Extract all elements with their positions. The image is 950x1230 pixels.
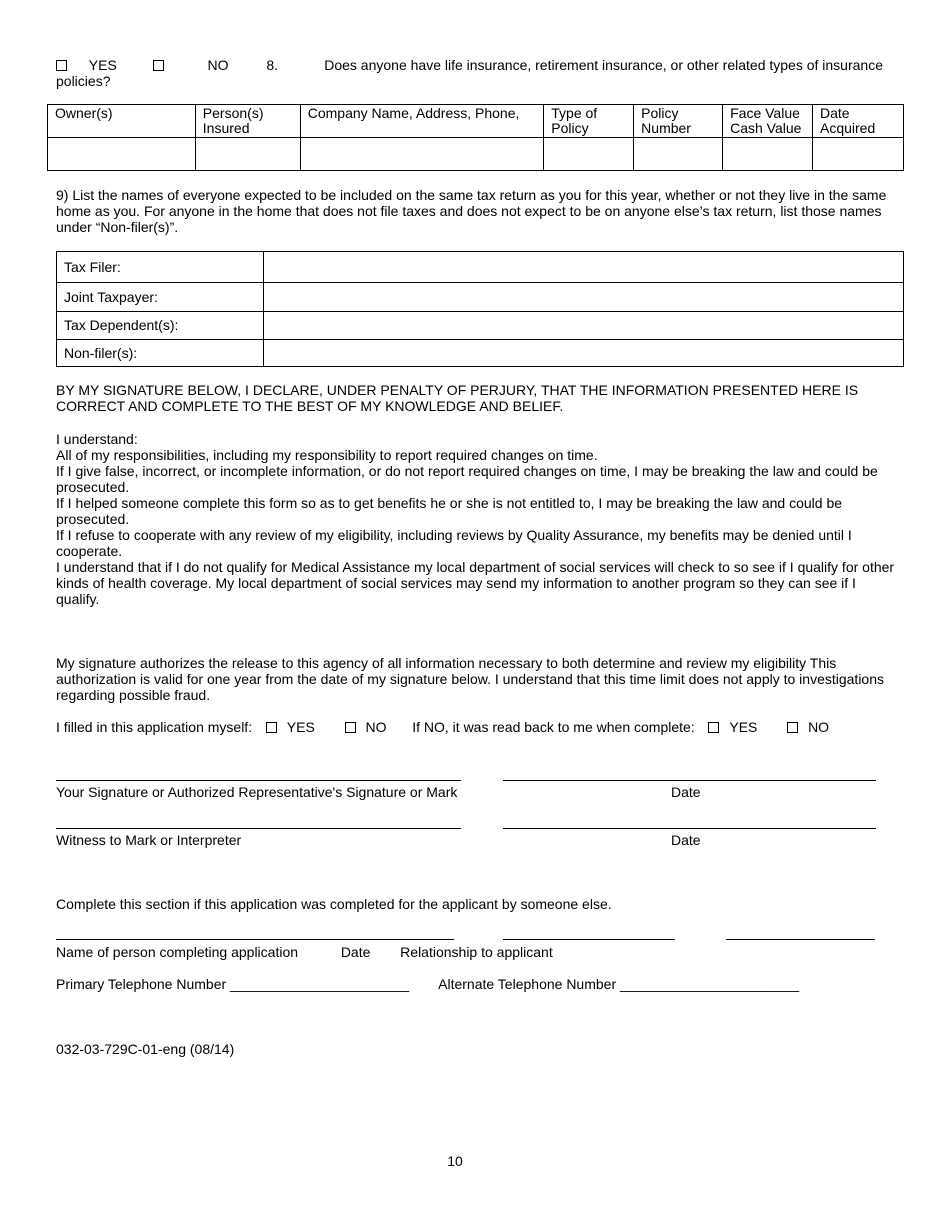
tax-filer-label: Tax Filer:: [57, 252, 264, 283]
authorization-line: authorization is valid for one year from the date of my signature below. I understand that this time limit does not apply to investigations: [56, 671, 885, 687]
q9-line: home as you. For anyone in the home that does not file taxes and does not expect to be on anyone else’s tax return, list those names: [56, 203, 882, 219]
declaration: [56, 382, 858, 414]
tax-table: [56, 251, 904, 367]
q8-yes-label: YES: [88, 57, 117, 73]
readback-label: If NO, it was read back to me when complete:: [412, 719, 695, 735]
filled-no-checkbox[interactable]: [345, 722, 356, 733]
witness-date-label: Date: [671, 832, 701, 848]
understand-line: I understand:: [56, 431, 138, 447]
readback-no-label: NO: [808, 719, 830, 735]
readback-yes-checkbox[interactable]: [708, 722, 719, 733]
witness-line[interactable]: [56, 828, 461, 829]
persons-insured-cell[interactable]: [195, 138, 300, 171]
date-acquired-cell[interactable]: [813, 138, 904, 171]
tax-dependents-label: Tax Dependent(s):: [57, 312, 264, 340]
insurance-table: [47, 104, 904, 171]
understand-line: cooperate.: [56, 543, 123, 559]
readback-no-checkbox[interactable]: [787, 722, 798, 733]
declaration-line: BY MY SIGNATURE BELOW, I DECLARE, UNDER PENALTY OF PERJURY, THAT THE INFORMATION PRESENTED HERE IS: [56, 382, 859, 398]
page-number: 10: [447, 1153, 463, 1169]
completer-date-label: Date: [340, 944, 371, 960]
understand-line: All of my responsibilities, including my responsibility to report required changes on time.: [56, 447, 598, 463]
other-section-intro: Complete this section if this application was completed for the applicant by someone else.: [56, 896, 612, 912]
q9-text: [56, 187, 916, 235]
q9-line: 9) List the names of everyone expected to be included on the same tax return as you for this year, whether or not they live in the same: [56, 187, 887, 203]
col-persons-insured: Person(s) Insured: [195, 105, 300, 138]
q8-line: [56, 57, 883, 73]
understand-line: prosecuted.: [56, 479, 130, 495]
q8-question: Does anyone have life insurance, retirement insurance, or other related types of insurance: [324, 57, 883, 73]
understand-line: prosecuted.: [56, 511, 130, 527]
authorization-line: regarding possible fraud.: [56, 687, 211, 703]
completer-relationship-line[interactable]: [726, 939, 875, 940]
completer-labels: [56, 944, 553, 960]
tax-row: [57, 252, 904, 283]
type-of-policy-cell[interactable]: [544, 138, 634, 171]
filled-yes-label: YES: [286, 719, 315, 735]
col-owners: Owner(s): [48, 105, 196, 138]
filled-yes-checkbox[interactable]: [266, 722, 277, 733]
signature-date-line[interactable]: [503, 780, 876, 781]
insurance-header-row: [48, 105, 904, 138]
non-filers-label: Non-filer(s):: [57, 340, 264, 367]
q8-question-cont: policies?: [56, 73, 111, 89]
understand-section: [56, 431, 894, 607]
q8-yes-checkbox[interactable]: [56, 60, 67, 71]
primary-phone[interactable]: Primary Telephone Number _______________________: [56, 976, 410, 992]
q9-line: under “Non-filer(s)”.: [56, 219, 179, 235]
alternate-phone[interactable]: Alternate Telephone Number _______________________: [438, 976, 800, 992]
joint-taxpayer-label: Joint Taxpayer:: [57, 283, 264, 312]
authorization: [56, 655, 884, 703]
understand-line: If I helped someone complete this form so as to get benefits he or she is not entitled to, I may be breaking the law and could be: [56, 495, 843, 511]
understand-line: qualify.: [56, 591, 100, 607]
col-policy-number: Policy Number: [634, 105, 723, 138]
face-value-cell[interactable]: [723, 138, 813, 171]
insurance-entry-row: [48, 138, 904, 171]
witness-date-line[interactable]: [503, 828, 876, 829]
tax-dependents-field[interactable]: [263, 312, 903, 340]
completer-name-label: Name of person completing application: [56, 944, 299, 960]
col-date-acquired: Date Acquired: [813, 105, 904, 138]
tax-filer-field[interactable]: [263, 252, 903, 283]
filled-no-label: NO: [365, 719, 387, 735]
filled-in-row: [56, 719, 829, 735]
understand-line: If I give false, incorrect, or incomplete information, or do not report required changes on time, I may be breaking the law and could be: [56, 463, 878, 479]
q8-number: 8.: [266, 57, 279, 73]
witness-label: Witness to Mark or Interpreter: [56, 832, 242, 848]
readback-yes-label: YES: [729, 719, 758, 735]
non-filers-field[interactable]: [263, 340, 903, 367]
completer-name-line[interactable]: [56, 939, 454, 940]
signature-label: Your Signature or Authorized Representative's Signature or Mark: [56, 784, 458, 800]
declaration-line: CORRECT AND COMPLETE TO THE BEST OF MY KNOWLEDGE AND BELIEF.: [56, 398, 564, 414]
completer-date-line[interactable]: [503, 939, 675, 940]
joint-taxpayer-field[interactable]: [263, 283, 903, 312]
policy-number-cell[interactable]: [634, 138, 723, 171]
q8-no-label: NO: [207, 57, 229, 73]
signature-date-label: Date: [671, 784, 701, 800]
col-type-of-policy: Type of Policy: [544, 105, 634, 138]
company-cell[interactable]: [300, 138, 544, 171]
tax-row: [57, 312, 904, 340]
understand-line: I understand that if I do not qualify for Medical Assistance my local department of social services will check to so see if I qualify for other: [56, 559, 895, 575]
owners-cell[interactable]: [48, 138, 196, 171]
q8-no-checkbox[interactable]: [153, 60, 164, 71]
tax-row: [57, 283, 904, 312]
signature-line[interactable]: [56, 780, 461, 781]
col-face-value: Face Value Cash Value: [723, 105, 813, 138]
filled-in-label: I filled in this application myself:: [56, 719, 253, 735]
col-company: Company Name, Address, Phone,: [300, 105, 544, 138]
authorization-line: My signature authorizes the release to this agency of all information necessary to both determine and review my eligibility This: [56, 655, 837, 671]
understand-line: If I refuse to cooperate with any review of my eligibility, including reviews by Quality Assurance, my benefits may be denied until I: [56, 527, 852, 543]
form-id: 032-03-729C-01-eng (08/14): [56, 1041, 235, 1057]
understand-line: kinds of health coverage. My local department of social services may send my information to another program so they can see if I: [56, 575, 856, 591]
phone-row: [56, 976, 799, 992]
tax-row: [57, 340, 904, 367]
completer-relationship-label: Relationship to applicant: [400, 944, 553, 960]
